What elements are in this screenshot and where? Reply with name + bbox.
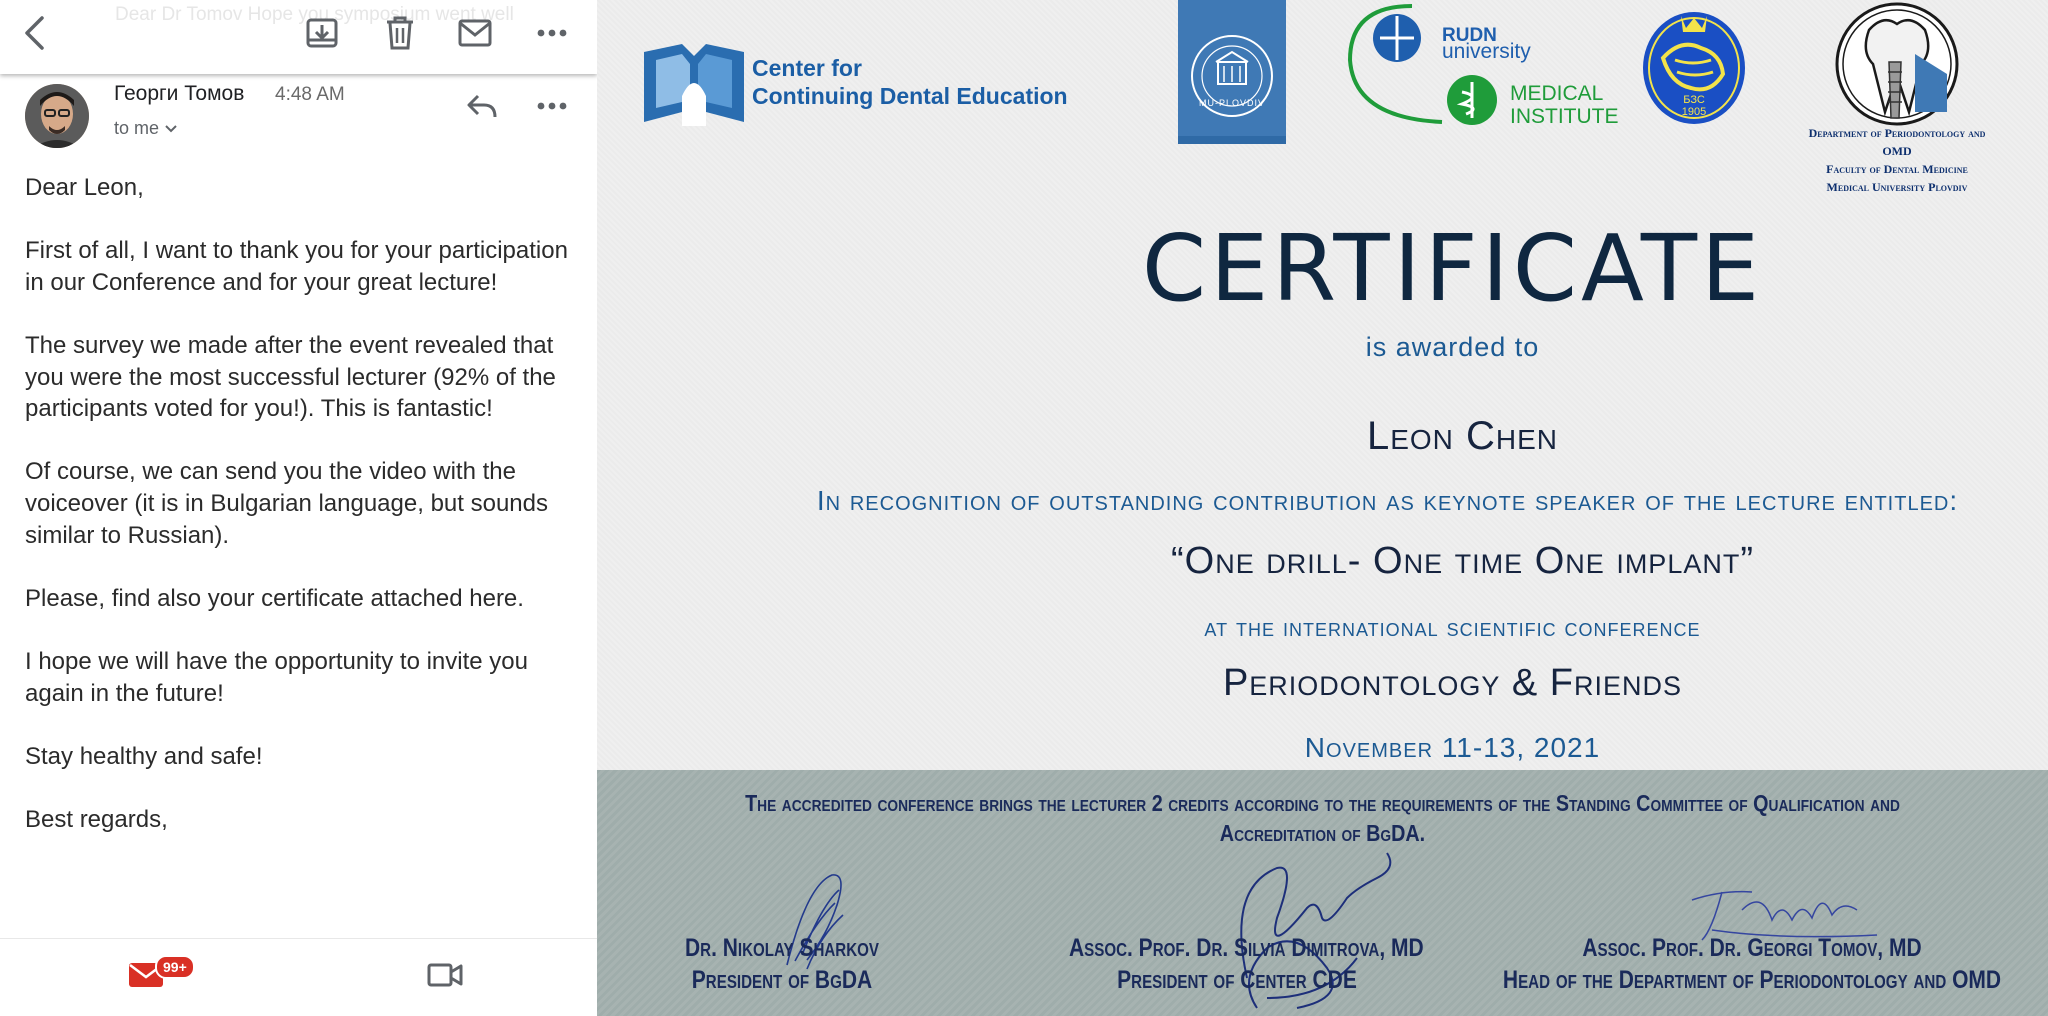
book-icon bbox=[642, 40, 746, 132]
trash-icon bbox=[385, 16, 415, 50]
mu-plovdiv-logo bbox=[1178, 0, 1286, 144]
recognition-text: In recognition of outstanding contribution as keynote speaker of the lecture entitled: bbox=[816, 485, 1959, 516]
bgda-emblem-year: 1905 bbox=[1681, 106, 1707, 118]
signatory-name: Assoc. Prof. Dr. Silvia Dimitrova, MD bbox=[1069, 934, 1424, 962]
more-horizontal-icon bbox=[537, 102, 567, 110]
cde-line1: Center for bbox=[752, 55, 862, 81]
email-panel bbox=[0, 0, 597, 1016]
recipient-label: to me bbox=[114, 118, 160, 138]
body-paragraph: Best regards, bbox=[25, 805, 168, 833]
reply-icon bbox=[466, 93, 498, 119]
dept-line1: Department of Periodontology and OMD bbox=[1808, 126, 1986, 158]
accreditation-note: The accredited conference brings the lecturer 2 credits according to the requirements of the Standing Committee of Qualification and Accreditation of BgDA. bbox=[745, 790, 1900, 846]
sender-name: Георги Томов bbox=[114, 82, 245, 105]
message-more-button[interactable] bbox=[532, 86, 572, 126]
signatory-3 bbox=[1500, 932, 2004, 996]
envelope-icon bbox=[458, 19, 492, 47]
certificate-title: CERTIFICATE bbox=[1141, 215, 1764, 322]
back-button[interactable] bbox=[14, 13, 54, 53]
rudn-title: RUDN bbox=[1442, 25, 1497, 46]
signatory-name: Dr. Nikolay Sharkov bbox=[684, 934, 880, 962]
sender-row bbox=[0, 74, 597, 154]
bottom-navigation bbox=[0, 938, 597, 1016]
cde-logo bbox=[642, 40, 1102, 140]
medical-institute-label bbox=[1510, 82, 1619, 128]
more-horizontal-icon bbox=[537, 29, 567, 37]
conference-name: Periodontology & Friends bbox=[1222, 662, 1683, 704]
dept-line2: Faculty of Dental Medicine bbox=[1826, 162, 1968, 176]
signatory-1 bbox=[656, 932, 908, 996]
department-logo bbox=[1797, 0, 1997, 194]
bgda-logo bbox=[1641, 8, 1747, 126]
avatar[interactable] bbox=[25, 84, 89, 148]
medical-line2: INSTITUTE bbox=[1510, 105, 1619, 128]
rudn-subtitle: university bbox=[1442, 40, 1531, 63]
signatory-role: President of BgDA bbox=[691, 966, 873, 994]
reply-button[interactable] bbox=[462, 86, 502, 126]
medical-line1: MEDICAL bbox=[1510, 82, 1604, 105]
signatory-role: President of Center CDE bbox=[1117, 966, 1357, 994]
archive-button[interactable] bbox=[302, 13, 342, 53]
meet-tab[interactable] bbox=[427, 961, 467, 995]
chevron-left-icon bbox=[22, 15, 46, 51]
chevron-down-icon bbox=[165, 125, 177, 133]
signatory-name: Assoc. Prof. Dr. Georgi Tomov, MD bbox=[1582, 934, 1922, 962]
recipient-details-toggle[interactable] bbox=[114, 118, 177, 139]
rudn-logo bbox=[1342, 0, 1632, 135]
bgda-emblem-name: БЗС bbox=[1683, 94, 1705, 106]
scrolled-subject-ghost: Dear Dr Tomov Hope you symposium went well bbox=[115, 4, 514, 25]
bgda-emblem-text bbox=[1641, 94, 1747, 118]
unread-count-badge: 99+ bbox=[155, 955, 195, 979]
recipient-name: Leon Chen bbox=[1366, 414, 1559, 458]
lecture-title: “One drill- One time One implant” bbox=[1171, 540, 1754, 582]
cde-name bbox=[752, 54, 1068, 110]
mu-seal-text: MU-PLOVDIV bbox=[1198, 98, 1265, 108]
delete-button[interactable] bbox=[380, 13, 420, 53]
body-paragraph: Dear Leon, bbox=[25, 174, 144, 201]
body-paragraph: I hope we will have the opportunity to invite you again in the future! bbox=[25, 647, 528, 707]
conference-date: November 11-13, 2021 bbox=[1304, 732, 1601, 763]
message-time: 4:48 AM bbox=[275, 84, 345, 105]
more-options-button[interactable] bbox=[532, 13, 572, 53]
signatory-2 bbox=[1069, 932, 1424, 996]
mark-unread-button[interactable] bbox=[455, 13, 495, 53]
body-paragraph: Please, find also your certificate attached here. bbox=[25, 584, 524, 612]
video-camera-icon bbox=[427, 961, 463, 989]
signatory-role: Head of the Department of Periodontology and OMD bbox=[1502, 966, 2002, 994]
body-paragraph: The survey we made after the event revealed that you were the most successful lecturer (92% of the participants voted for you!). This is fantastic! bbox=[25, 331, 556, 423]
certificate-attachment[interactable] bbox=[597, 0, 2048, 1016]
conference-intro: at the international scientific conference bbox=[1204, 614, 1701, 642]
sender-photo bbox=[25, 84, 89, 148]
email-toolbar bbox=[0, 0, 597, 74]
dept-line3: Medical University Plovdiv bbox=[1826, 180, 1968, 194]
university-seal-icon bbox=[1178, 0, 1286, 144]
cde-line2: Continuing Dental Education bbox=[752, 83, 1068, 109]
body-paragraph: Stay healthy and safe! bbox=[25, 742, 263, 770]
department-name bbox=[1797, 124, 1997, 196]
message-body bbox=[25, 172, 570, 867]
archive-icon bbox=[305, 17, 339, 49]
body-paragraph: Of course, we can send you the video with the voiceover (it is in Bulgarian language, but sounds similar to Russian). bbox=[25, 458, 548, 549]
awarded-to-label: is awarded to bbox=[1365, 332, 1540, 362]
tooth-implant-icon bbox=[1797, 0, 1997, 130]
body-paragraph: First of all, I want to thank you for your participation in our Conference and for your great lecture! bbox=[25, 237, 568, 296]
